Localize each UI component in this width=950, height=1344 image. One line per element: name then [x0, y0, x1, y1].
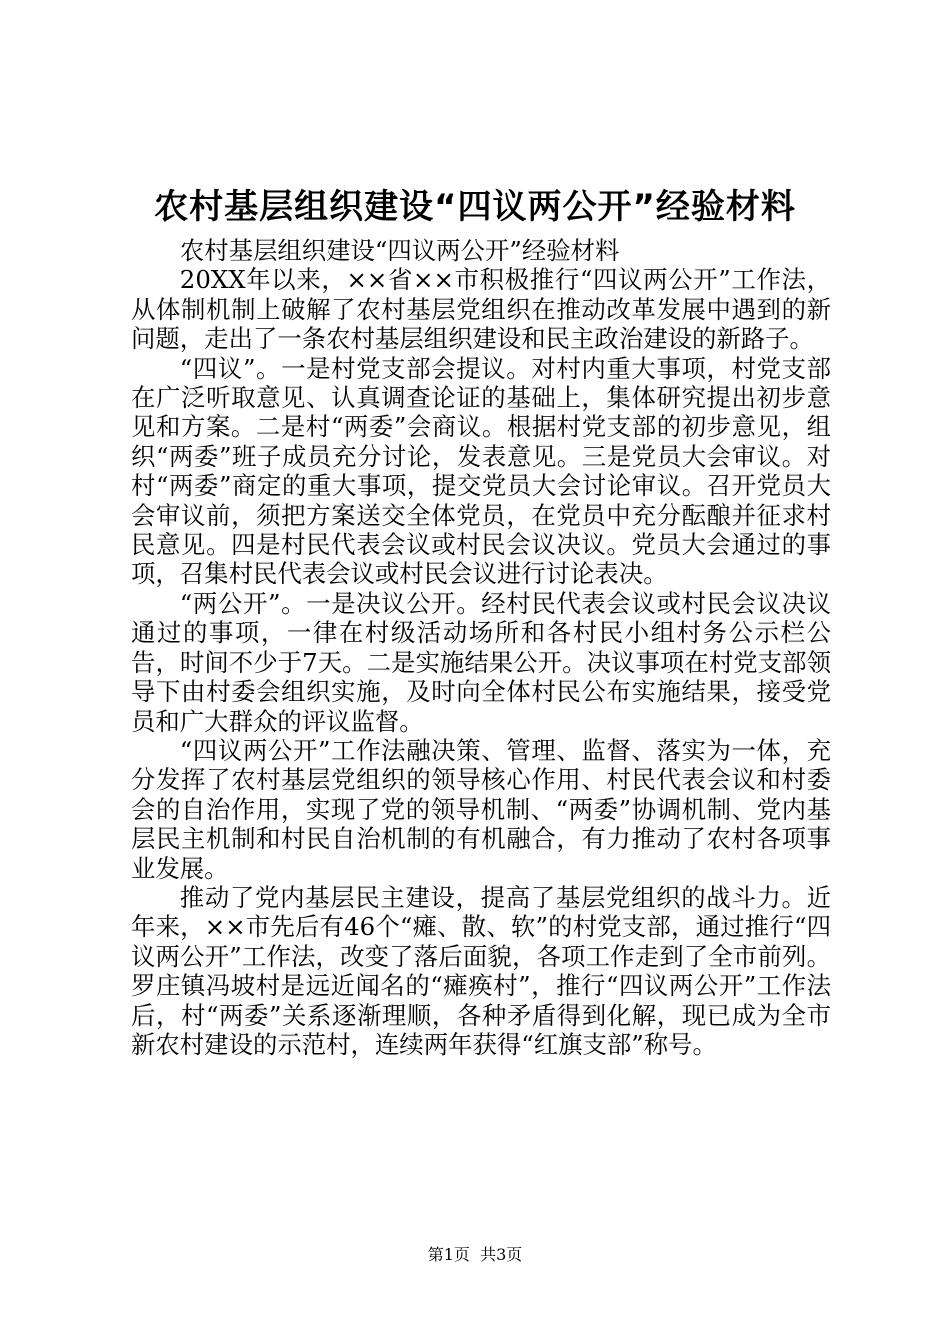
democracy-effect-paragraph: 推动了党内基层民主建设，提高了基层党组织的战斗力。近年来，××市先后有46个“瘫、散、软”的村党支部，通过推行“四议两公开”工作法，改变了落后面貌，各项工作走到了全市前列。罗庄镇冯坡村是远近闻名的“瘫痪村”，推行“四议两公开”工作法后，村“两委”关系逐渐理顺，各种矛盾得到化解，现已成为全市新农村建设的示范村，连续两年获得“红旗支部”称号。 [131, 882, 831, 1059]
page-footer [0, 1244, 950, 1266]
two-disclosures-paragraph: “两公开”。一是决议公开。经村民代表会议或村民会议决议通过的事项，一律在村级活动场所和各村民小组村务公示栏公告，时间不少于7天。二是实施结果公开。决议事项在村党支部领导下由村委会组织实施，及时向全体村民公布实施结果，接受党员和广大群众的评议监督。 [131, 588, 831, 736]
document-title: 农村基层组织建设“四议两公开”经验材料 [154, 187, 796, 227]
page-total: 共3页 [480, 1245, 523, 1264]
method-summary-paragraph: “四议两公开”工作法融决策、管理、监督、落实为一体，充分发挥了农村基层党组织的领导核心作用、村民代表会议和村委会的自治作用，实现了党的领导机制、“两委”协调机制、党内基层民主机制和村民自治机制的有机融合，有力推动了农村各项事业发展。 [131, 735, 831, 883]
four-discussions-paragraph: “四议”。一是村党支部会提议。对村内重大事项，村党支部在广泛听取意见、认真调查论证的基础上，集体研究提出初步意见和方案。二是村“两委”会商议。根据村党支部的初步意见，组织“两委”班子成员充分讨论，发表意见。三是党员大会审议。对村“两委”商定的重大事项，提交党员大会讨论审议。召开党员大会审议前，须把方案送交全体党员，在党员中充分酝酿并征求村民意见。四是村民代表会议或村民会议决议。党员大会通过的事项，召集村民代表会议或村民会议进行讨论表决。 [131, 353, 831, 589]
intro-paragraph: 20XX年以来，××省××市积极推行“四议两公开”工作法，从体制机制上破解了农村基层党组织在推动改革发展中遇到的新问题，走出了一条农村基层组织建设和民主政治建设的新路子。 [131, 265, 831, 354]
footer-separator [470, 1245, 480, 1264]
page-number: 第1页 [427, 1245, 470, 1264]
subtitle-paragraph: 农村基层组织建设“四议两公开”经验材料 [179, 236, 620, 265]
document-body [131, 236, 831, 1059]
